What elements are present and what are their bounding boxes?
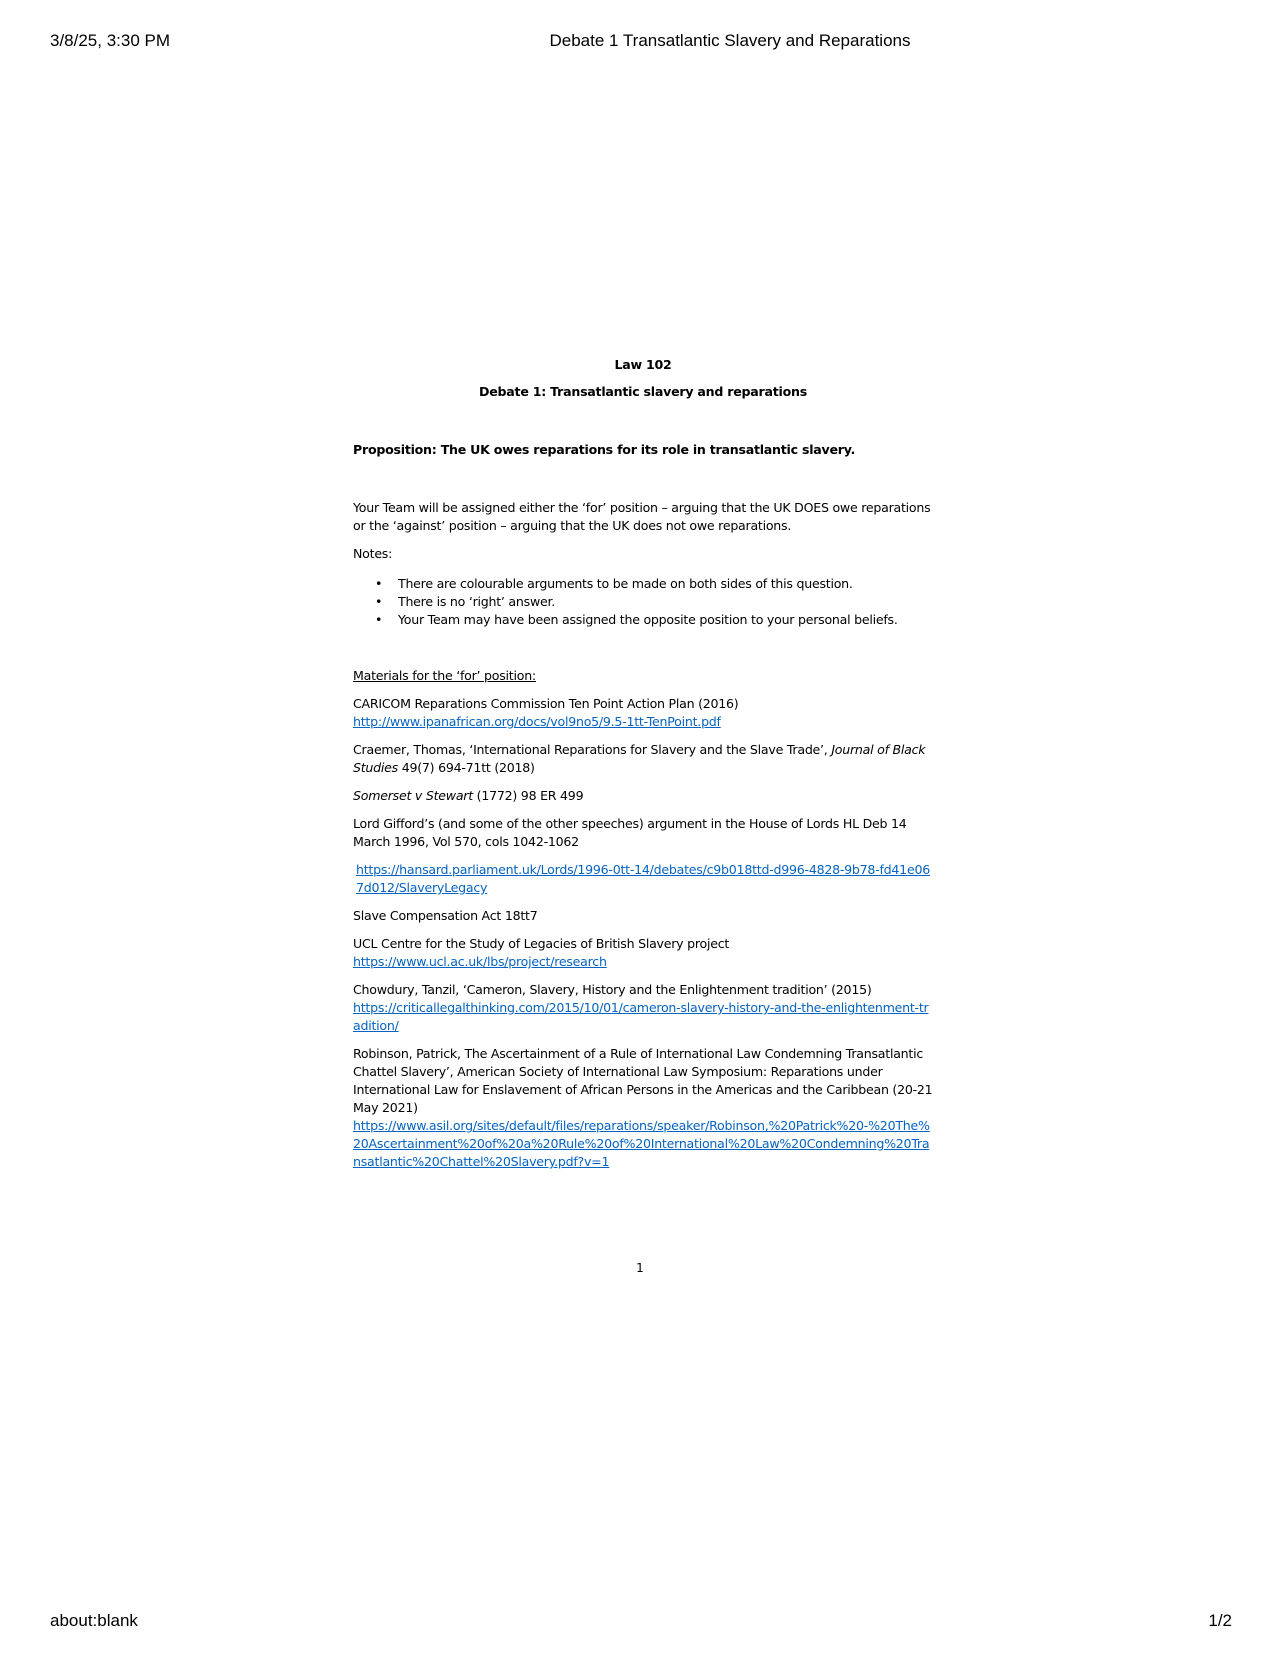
debate-title: Debate 1: Transatlantic slavery and reparations xyxy=(479,384,807,399)
print-header-title: Debate 1 Transatlantic Slavery and Reparations xyxy=(549,31,911,50)
journal-title: Journal of Black Studies xyxy=(353,742,926,775)
notes-list xyxy=(353,575,933,629)
document-page-number: 1 xyxy=(636,1261,644,1275)
bullet-icon: • xyxy=(375,576,383,591)
reference-text: Craemer, Thomas, ‘International Reparations for Slavery and the Slave Trade’, xyxy=(353,742,832,757)
reference-citation: 49(7) 694-71tt (2018) xyxy=(397,760,535,775)
list-item xyxy=(353,593,933,611)
hansard-link[interactable]: https://hansard.parliament.uk/Lords/1996-0tt-14/debates/c9b018ttd-d996-4828-9b78-fd41e067d012/SlaveryLegacy xyxy=(356,862,930,895)
caricom-link[interactable]: http://www.ipanafrican.org/docs/vol9no5/9.5-1tt-TenPoint.pdf xyxy=(353,714,721,729)
reference-text: CARICOM Reparations Commission Ten Point Action Plan (2016) xyxy=(353,696,739,711)
print-header-datetime: 3/8/25, 3:30 PM xyxy=(50,31,171,50)
intro-paragraph: Your Team will be assigned either the ‘for’ position – arguing that the UK DOES owe reparations or the ‘against’ position – arguing that the UK does not owe reparations. xyxy=(353,500,931,533)
bullet-icon: • xyxy=(375,594,383,609)
reference-caricom xyxy=(353,695,933,731)
reference-ucl xyxy=(353,935,933,971)
reference-craemer xyxy=(353,741,933,777)
reference-chowdury xyxy=(353,981,933,1035)
list-item xyxy=(353,611,933,629)
note-text: Your Team may have been assigned the opposite position to your personal beliefs. xyxy=(398,612,898,627)
print-footer-url: about:blank xyxy=(50,1611,138,1630)
notes-label: Notes: xyxy=(353,546,393,561)
materials-heading: Materials for the ‘for’ position: xyxy=(353,668,536,683)
note-text: There are colourable arguments to be made on both sides of this question. xyxy=(398,576,853,591)
case-citation: (1772) 98 ER 499 xyxy=(472,788,584,803)
list-item xyxy=(353,575,933,593)
reference-text: Chowdury, Tanzil, ‘Cameron, Slavery, History and the Enlightenment tradition’ (2015) xyxy=(353,982,872,997)
document-body xyxy=(353,356,933,1181)
course-title: Law 102 xyxy=(614,357,672,372)
robinson-link[interactable]: https://www.asil.org/sites/default/files/reparations/speaker/Robinson,%20Patrick%20-%20The%20Ascertainment%20of%20a%20Rule%20of%20International%20Law%20Condemning%20Transatlantic%20Chattel%20Slavery.pdf?v=1 xyxy=(353,1118,930,1169)
reference-hansard xyxy=(353,861,933,897)
reference-text: Lord Gifford’s (and some of the other speeches) argument in the House of Lords HL Deb 14 March 1996, Vol 570, cols 1042-1062 xyxy=(353,816,907,849)
reference-gifford xyxy=(353,815,933,851)
bullet-icon: • xyxy=(375,612,383,627)
reference-text: UCL Centre for the Study of Legacies of British Slavery project xyxy=(353,936,730,951)
reference-compensation-act: Slave Compensation Act 18tt7 xyxy=(353,908,538,923)
reference-robinson xyxy=(353,1045,933,1171)
case-name: Somerset v Stewart xyxy=(353,788,473,803)
ucl-link[interactable]: https://www.ucl.ac.uk/lbs/project/research xyxy=(353,954,607,969)
note-text: There is no ‘right’ answer. xyxy=(398,594,556,609)
proposition-statement: Proposition: The UK owes reparations for its role in transatlantic slavery. xyxy=(353,442,856,457)
print-footer-page-count: 1/2 xyxy=(1208,1611,1232,1630)
reference-text: Robinson, Patrick, The Ascertainment of a Rule of International Law Condemning Transatlantic Chattel Slavery’, American Society of International Law Symposium: Reparations under International Law for Enslavement of African Persons in the Americas and the Caribbean (20-21 May 2021) xyxy=(353,1046,933,1115)
chowdury-link[interactable]: https://criticallegalthinking.com/2015/10/01/cameron-slavery-history-and-the-enlightenment-tradition/ xyxy=(353,1000,929,1033)
reference-somerset xyxy=(353,787,933,805)
